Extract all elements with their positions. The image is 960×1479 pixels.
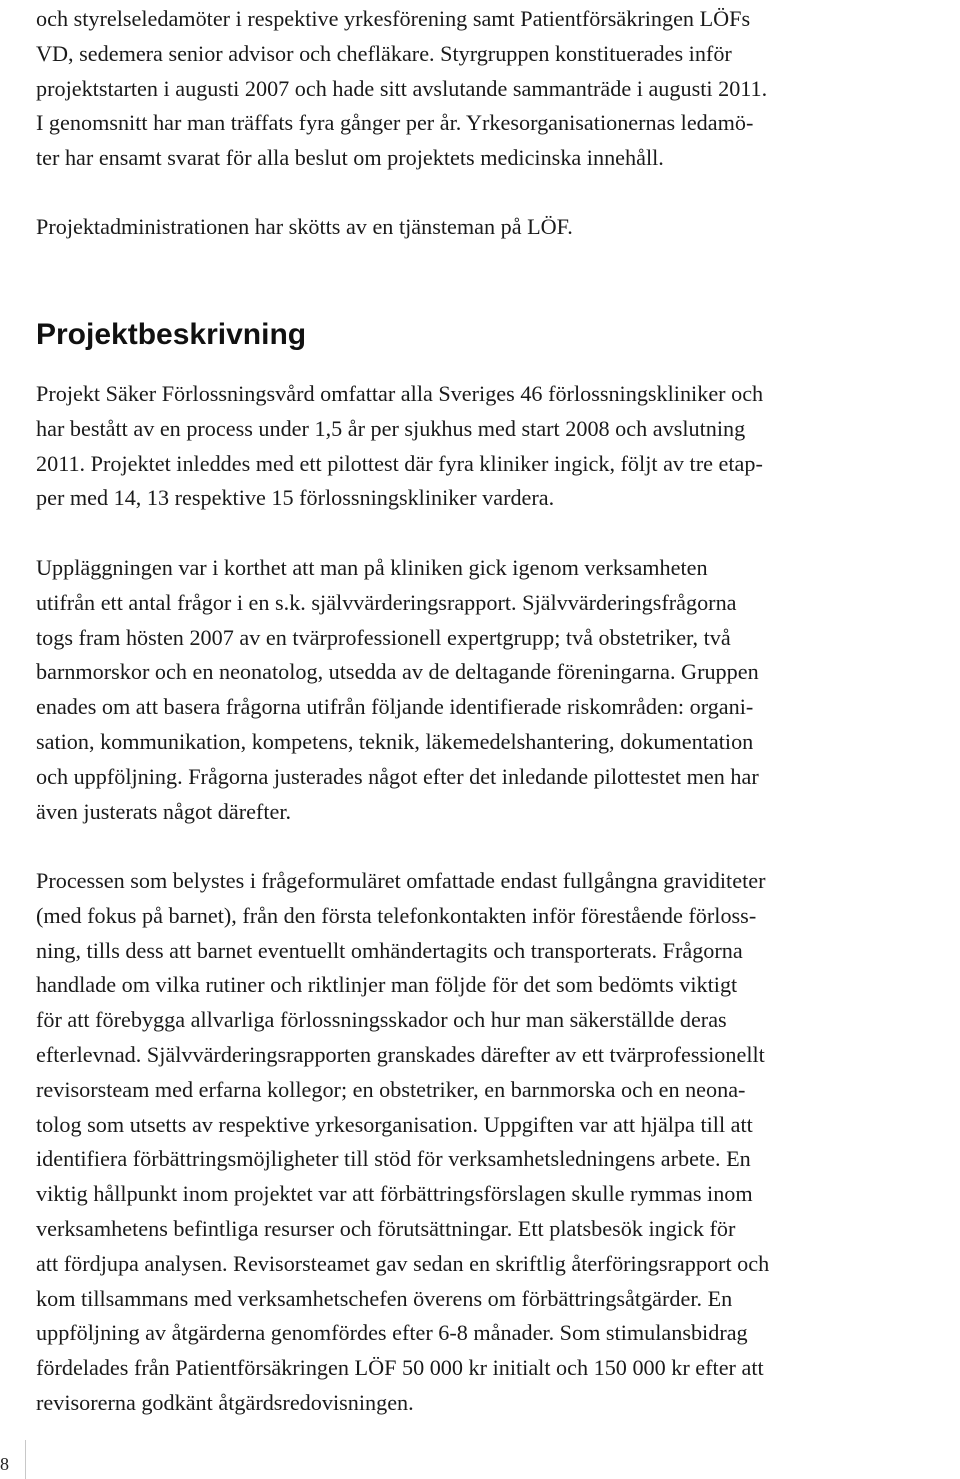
text-line: att fördjupa analysen. Revisorsteamet gav sedan en skriftlig återföringsrapport och	[36, 1250, 770, 1276]
text-line: uppföljning av åtgärderna genomfördes efter 6-8 månader. Som stimulansbidrag	[36, 1320, 748, 1346]
text-line: efterlevnad. Självvärderingsrapporten granskades därefter av ett tvärprofessionellt	[36, 1041, 765, 1067]
text-line: handlade om vilka rutiner och riktlinjer man följde för det som bedömts viktigt	[36, 972, 738, 998]
text-line: revisorsteam med erfarna kollegor; en obstetriker, en barnmorska och en neona-	[36, 1076, 746, 1102]
text-line: har bestått av en process under 1,5 år per sjukhus med start 2008 och avslutning	[36, 415, 746, 441]
section-heading: Projektbeskrivning	[36, 318, 307, 351]
text-line: VD, sedemera senior advisor och chefläkare. Styrgruppen konstituerades inför	[36, 40, 732, 66]
paragraph-projekt-omfattning	[36, 377, 763, 516]
text-line: Projekt Säker Förlossningsvård omfattar alla Sveriges 46 förlossningskliniker och	[36, 381, 764, 406]
page-margin-rule	[25, 1440, 26, 1479]
paragraph-processen	[36, 864, 769, 1421]
text-line: och uppföljning. Frågorna justerades något efter det inledande pilottestet men har	[36, 763, 759, 789]
text-line: kom tillsammans med verksamhetschefen överens om förbättringsåtgärder. En	[36, 1285, 733, 1311]
text-line: I genomsnitt har man träffats fyra gånger per år. Yrkesorganisationernas ledamö-	[36, 110, 754, 136]
text-line: för att förebygga allvarliga förlossningsskador och hur man säkerställde deras	[36, 1007, 727, 1033]
text-line: barnmorskor och en neonatolog, utsedda av de deltagande föreningarna. Gruppen	[36, 659, 759, 685]
text-line: fördelades från Patientförsäkringen LÖF 50 000 kr initialt och 150 000 kr efter att	[36, 1355, 764, 1381]
paragraph-upplaggning	[36, 551, 759, 829]
paragraph-styrgrupp	[36, 2, 767, 176]
text-line: tolog som utsetts av respektive yrkesorganisation. Uppgiften var att hjälpa till att	[36, 1111, 753, 1137]
text-line: och styrelseledamöter i respektive yrkesförening samt Patientförsäkringen LÖFs	[36, 6, 751, 31]
text-line: 2011. Projektet inleddes med ett pilottest där fyra kliniker ingick, följt av tre etap-	[36, 450, 763, 476]
text-line: ning, tills dess att barnet eventuellt omhändertagits och transporterats. Frågorna	[36, 937, 743, 963]
text-line: enades om att basera frågorna utifrån följande identifierade riskområden: organi-	[36, 694, 754, 720]
text-line: sation, kommunikation, kompetens, teknik, läkemedelshantering, dokumentation	[36, 728, 754, 754]
text-line: verksamhetens befintliga resurser och förutsättningar. Ett platsbesök ingick för	[36, 1215, 736, 1241]
text-line: utifrån ett antal frågor i en s.k. självvärderingsrapport. Självvärderingsfrågorna	[36, 589, 737, 615]
text-line: viktig hållpunkt inom projektet var att förbättringsförslagen skulle rymmas inom	[36, 1181, 753, 1207]
text-line: projektstarten i augusti 2007 och hade sitt avslutande sammanträde i augusti 2011.	[36, 75, 768, 101]
text-line: Uppläggningen var i korthet att man på kliniken gick igenom verksamheten	[36, 555, 708, 580]
text-line: identifiera förbättringsmöjligheter till stöd för verksamhetsledningens arbete. En	[36, 1146, 751, 1172]
paragraph-projektadministration	[36, 210, 573, 245]
text-line: Processen som belystes i frågeformuläret omfattade endast fullgångna graviditeter	[36, 868, 766, 893]
text-line: revisorerna godkänt åtgärdsredovisningen.	[36, 1389, 414, 1415]
text-line: även justerats något därefter.	[36, 798, 292, 824]
text-line: ter har ensamt svarat för alla beslut om projektets medicinska innehåll.	[36, 145, 664, 171]
text-line: (med fokus på barnet), från den första telefonkontakten inför förestående förloss-	[36, 902, 757, 928]
text-line: togs fram hösten 2007 av en tvärprofessionell expertgrupp; två obstetriker, två	[36, 624, 731, 650]
page-number: 8	[0, 1454, 9, 1474]
text-line: Projektadministrationen har skötts av en tjänsteman på LÖF.	[36, 214, 573, 239]
text-line: per med 14, 13 respektive 15 förlossningskliniker vardera.	[36, 485, 555, 511]
